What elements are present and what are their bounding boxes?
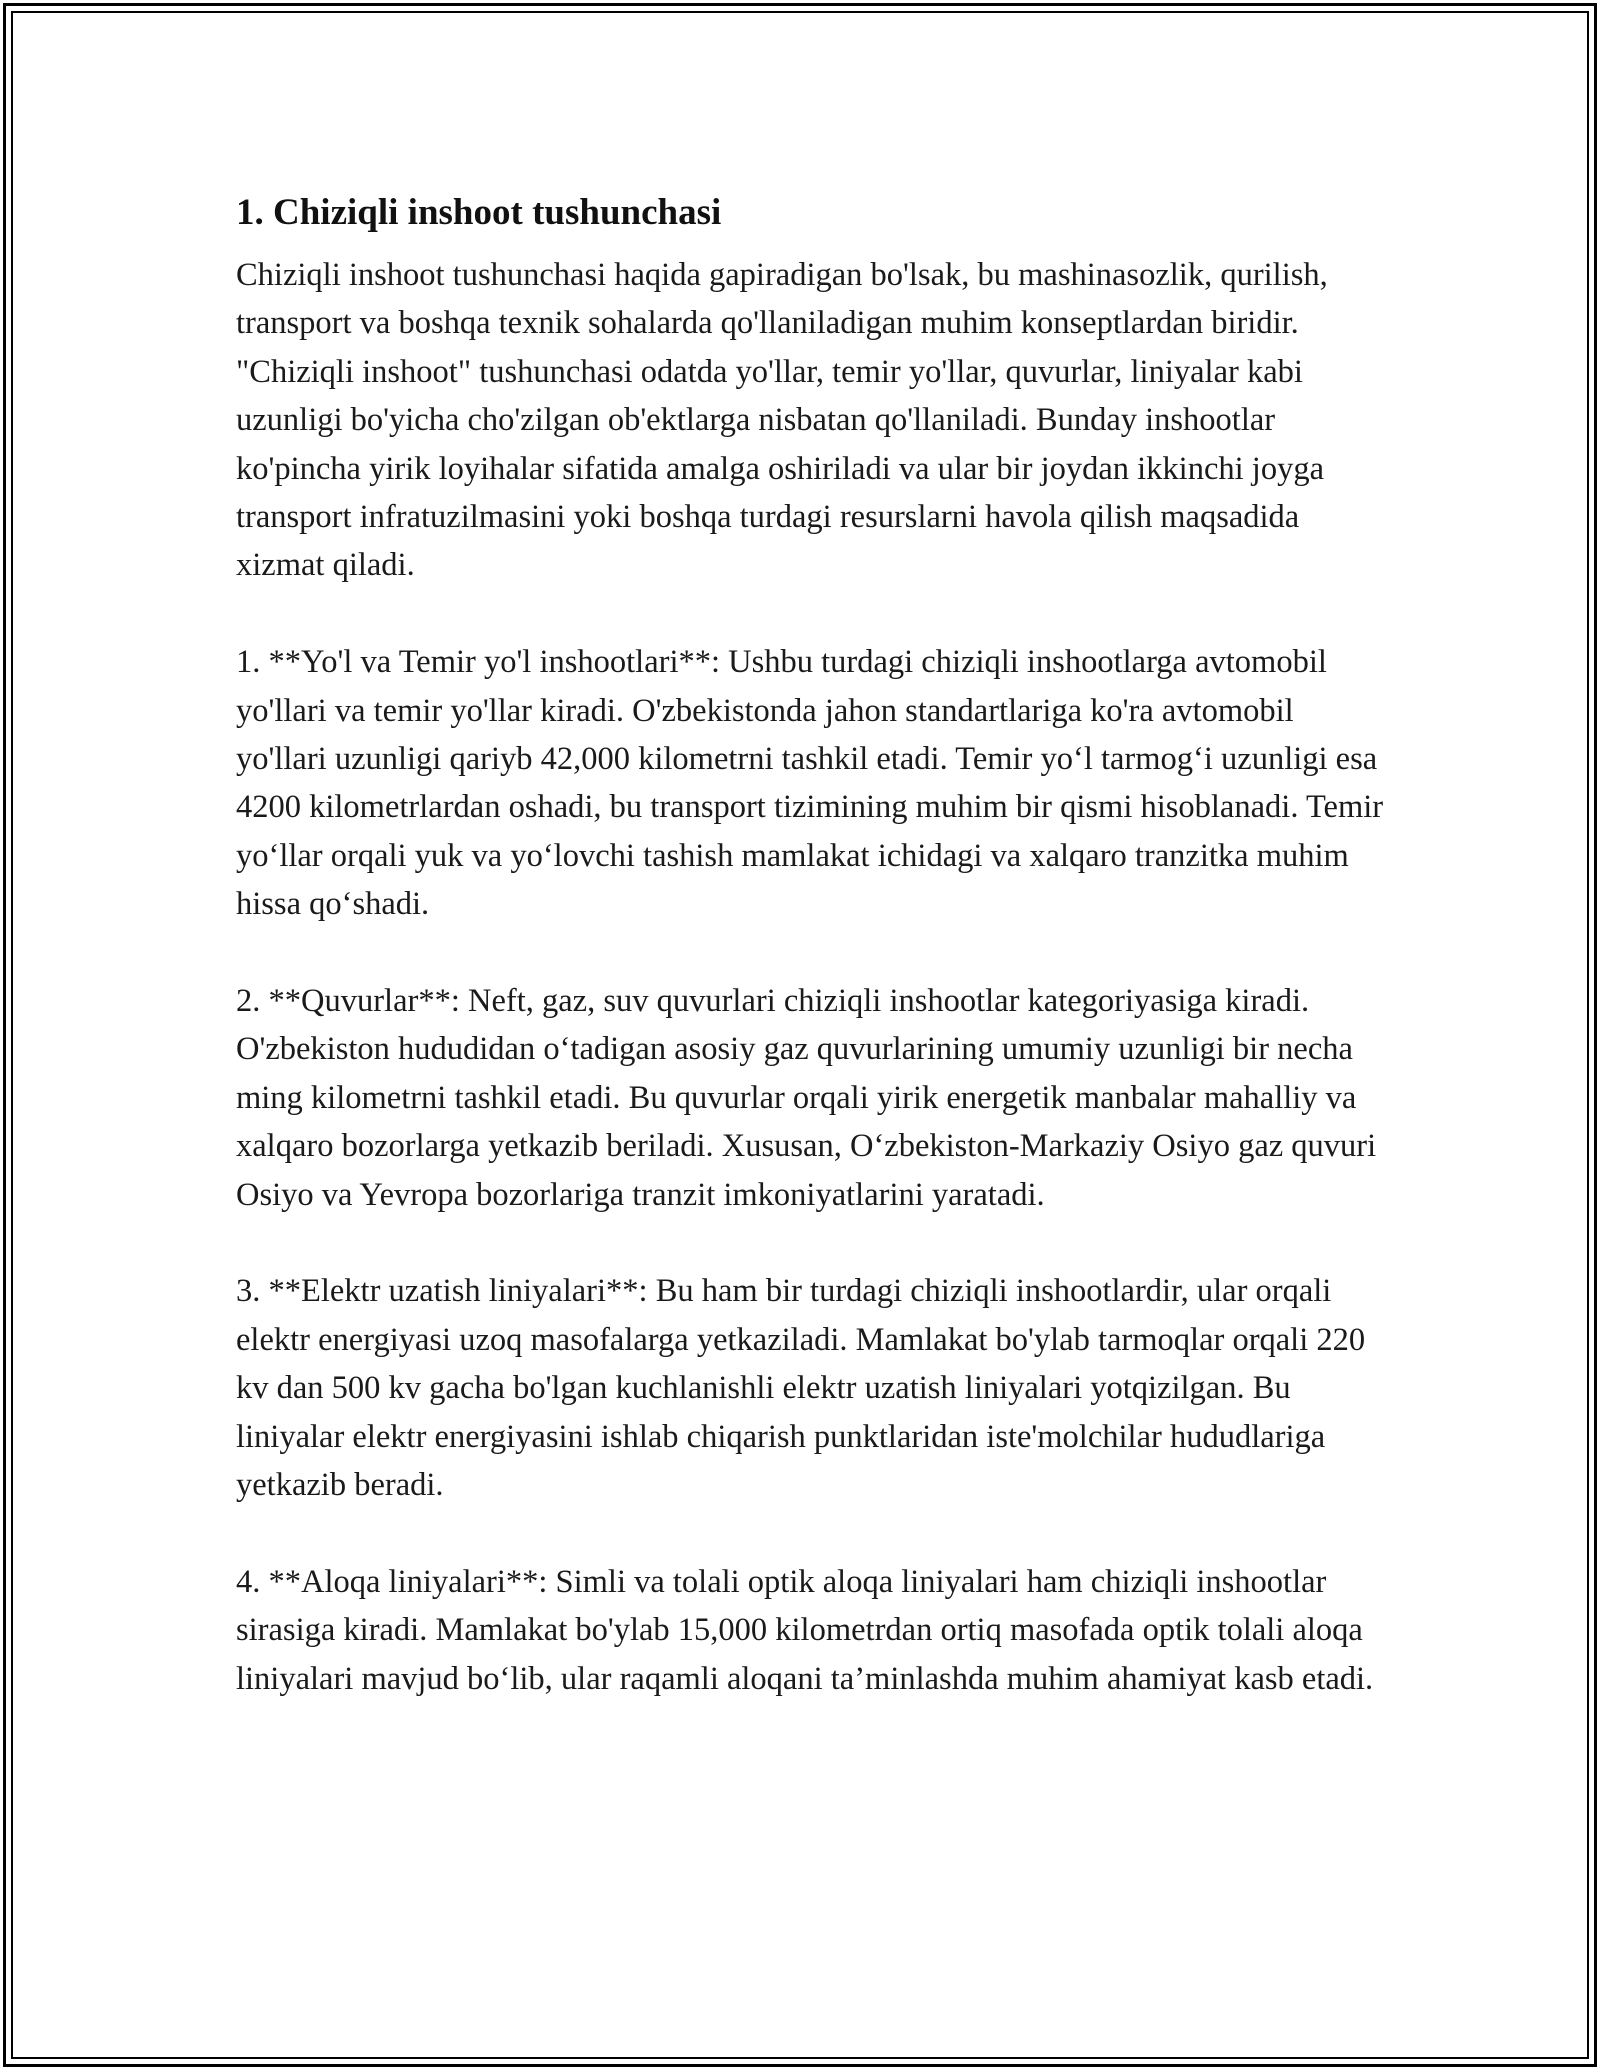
section-heading: 1. Chiziqli inshoot tushunchasi <box>236 192 722 233</box>
pipelines-paragraph: 2. **Quvurlar**: Neft, gaz, suv quvurlari chiziqli inshootlar kategoriyasiga kiradi. O'zbekiston hududidan o‘tadigan asosiy gaz quvurlarining umumiy uzunligi bir necha ming kilometrni tashkil etadi. Bu quvurlar orqali yirik energetik manbalar mahalliy va xalqaro bozorlarga yetkazib beriladi. Xususan, O‘zbekiston-Markaziy Osiyo gaz quvuri Osiyo va Yevropa bozorlariga tranzit imkoniyatlarini yaratadi. <box>236 983 1377 1213</box>
communication-lines-paragraph: 4. **Aloqa liniyalari**: Simli va tolali optik aloqa liniyalari ham chiziqli inshootlar sirasiga kiradi. Mamlakat bo'ylab 15,000 kilometrdan ortiq masofada optik tolali aloqa liniyalari mavjud bo‘lib, ular raqamli aloqani ta’minlashda muhim ahamiyat kasb etadi. <box>236 1563 1374 1697</box>
roads-railways-paragraph: 1. **Yo'l va Temir yo'l inshootlari**: Ushbu turdagi chiziqli inshootlarga avtomobil yo'llari va temir yo'llar kiradi. O'zbekistonda jahon standartlariga ko'ra avtomobil yo'llari uzunligi qariyb 42,000 kilometrni tashkil etadi. Temir yo‘l tarmog‘i uzunligi esa 4200 kilometrlardan oshadi, bu transport tizimining muhim bir qismi hisoblanadi. Temir yo‘llar orqali yuk va yo‘lovchi tashish mamlakat ichidagi va xalqaro tranzitka muhim hissa qo‘shadi. <box>236 644 1384 923</box>
power-lines-paragraph: 3. **Elektr uzatish liniyalari**: Bu ham bir turdagi chiziqli inshootlardir, ular orqali elektr energiyasi uzoq masofalarga yetkaziladi. Mamlakat bo'ylab tarmoqlar orqali 220 kv dan 500 kv gacha bo'lgan kuchlanishli elektr uzatish liniyalari yotqizilgan. Bu liniyalar elektr energiyasini ishlab chiqarish punktlaridan iste'molchilar hududlariga yetkazib beradi. <box>236 1273 1366 1504</box>
intro-paragraph: Chiziqli inshoot tushunchasi haqida gapiradigan bo'lsak, bu mashinasozlik, qurilish, transport va boshqa texnik sohalarda qo'llaniladigan muhim konseptlardan biridir. "Chiziqli inshoot" tushunchasi odatda yo'llar, temir yo'llar, quvurlar, liniyalar kabi uzunligi bo'yicha cho'zilgan ob'ektlarga nisbatan qo'llaniladi. Bunday inshootlar ko'pincha yirik loyihalar sifatida amalga oshiriladi va ular bir joydan ikkinchi joyga transport infratuzilmasini yoki boshqa turdagi resurslarni havola qilish maqsadida xizmat qiladi. <box>236 257 1328 584</box>
document-body <box>236 183 1386 1703</box>
